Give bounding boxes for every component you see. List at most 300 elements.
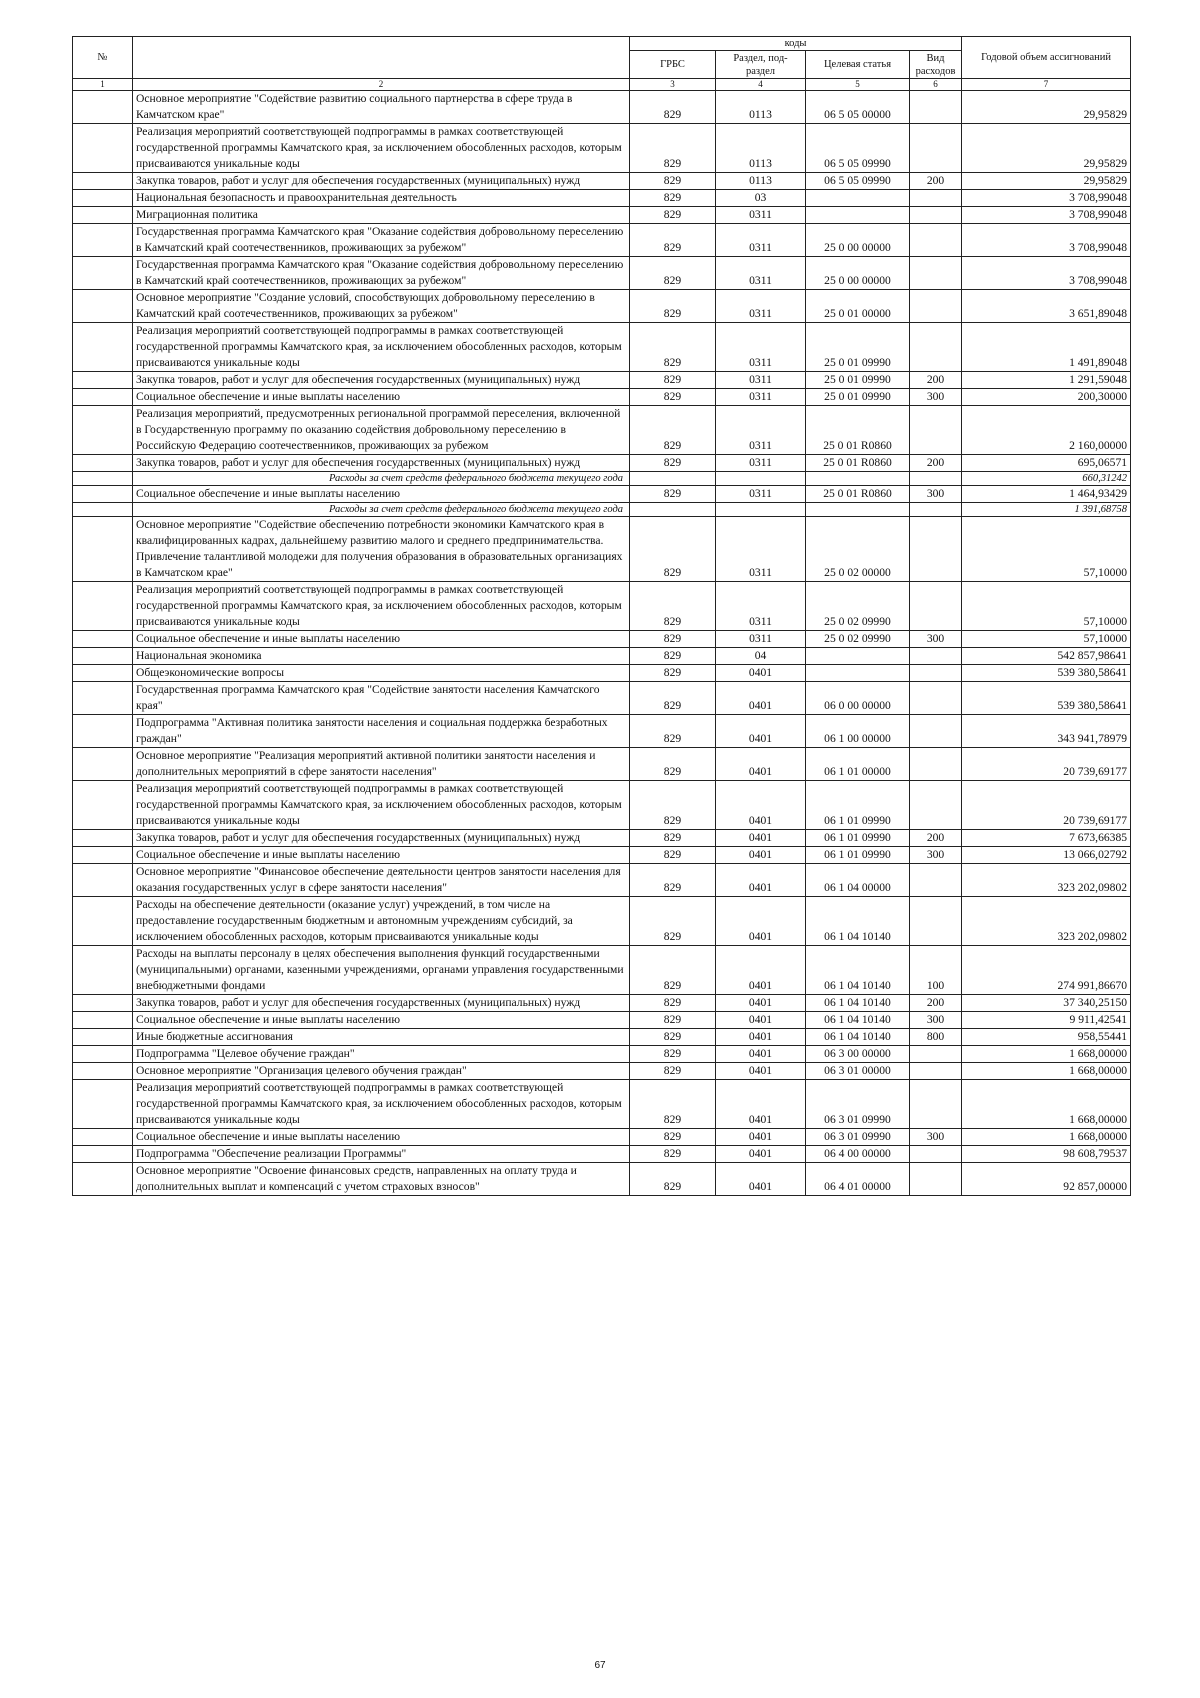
cell-vol: 57,10000 <box>962 631 1131 648</box>
header-grbs: ГРБС <box>630 51 716 79</box>
cell-grbs: 829 <box>630 1029 716 1046</box>
cell-sec: 04 <box>716 648 806 665</box>
cell-vol: 1 291,59048 <box>962 372 1131 389</box>
cell-name: Национальная безопасность и правоохранительная деятельность <box>133 190 630 207</box>
header-codes: коды <box>630 37 962 51</box>
cell-type <box>910 648 962 665</box>
cell-grbs: 829 <box>630 946 716 995</box>
cell-grbs: 829 <box>630 224 716 257</box>
cell-num <box>73 1012 133 1029</box>
cell-vol: 92 857,00000 <box>962 1163 1131 1196</box>
cell-name: Миграционная политика <box>133 207 630 224</box>
cell-num <box>73 173 133 190</box>
cell-grbs: 829 <box>630 847 716 864</box>
federal-subrow <box>73 472 1131 486</box>
header-index-row <box>73 79 1131 91</box>
cell-num <box>73 897 133 946</box>
table-row <box>73 648 1131 665</box>
index-cell: 5 <box>806 79 910 91</box>
cell-grbs: 829 <box>630 406 716 455</box>
cell-name: Государственная программа Камчатского края "Оказание содействия добровольному переселению в Камчатский край соотечественников, проживающих за рубежом" <box>133 257 630 290</box>
cell-tgt: 06 0 00 00000 <box>806 682 910 715</box>
cell-type <box>910 207 962 224</box>
cell-name: Основное мероприятие "Создание условий, способствующих добровольному переселению в Камчатский край соотечественников, проживающих за рубежом" <box>133 290 630 323</box>
cell-type <box>910 406 962 455</box>
cell-num <box>73 91 133 124</box>
cell-sec: 0311 <box>716 389 806 406</box>
table-row <box>73 124 1131 173</box>
cell-sec: 0311 <box>716 323 806 372</box>
cell-sec: 0401 <box>716 781 806 830</box>
cell-num <box>73 715 133 748</box>
cell-name: Подпрограмма "Обеспечение реализации Программы" <box>133 1146 630 1163</box>
cell-name: Основное мероприятие "Содействие развитию социального партнерства в сфере труда в Камчатском крае" <box>133 91 630 124</box>
cell-tgt: 25 0 01 09990 <box>806 323 910 372</box>
cell-type <box>910 472 962 486</box>
cell-type <box>910 781 962 830</box>
cell-num <box>73 631 133 648</box>
cell-grbs: 829 <box>630 864 716 897</box>
cell-sec: 0311 <box>716 207 806 224</box>
cell-name: Социальное обеспечение и иные выплаты населению <box>133 1012 630 1029</box>
cell-vol: 3 651,89048 <box>962 290 1131 323</box>
cell-num <box>73 748 133 781</box>
cell-vol: 1 464,93429 <box>962 486 1131 503</box>
cell-tgt: 06 1 00 00000 <box>806 715 910 748</box>
header-name <box>133 37 630 79</box>
table-body <box>73 91 1131 1196</box>
cell-name: Реализация мероприятий соответствующей подпрограммы в рамках соответствующей государственной программы Камчатского края, за исключением обособленных расходов, которым присваиваются уникальные коды <box>133 582 630 631</box>
header-section: Раздел, под- раздел <box>716 51 806 79</box>
cell-sec: 0401 <box>716 830 806 847</box>
index-cell: 3 <box>630 79 716 91</box>
cell-sec: 0311 <box>716 406 806 455</box>
cell-type <box>910 290 962 323</box>
cell-tgt: 06 5 05 00000 <box>806 91 910 124</box>
cell-tgt: 06 4 00 00000 <box>806 1146 910 1163</box>
cell-num <box>73 995 133 1012</box>
cell-type <box>910 91 962 124</box>
cell-sec: 0311 <box>716 290 806 323</box>
cell-sec: 0311 <box>716 372 806 389</box>
cell-name: Расходы за счет средств федерального бюджета текущего года <box>133 503 630 517</box>
cell-vol: 958,55441 <box>962 1029 1131 1046</box>
cell-vol: 1 668,00000 <box>962 1046 1131 1063</box>
table-row <box>73 847 1131 864</box>
cell-grbs: 829 <box>630 631 716 648</box>
cell-sec: 0401 <box>716 1046 806 1063</box>
cell-vol: 29,95829 <box>962 124 1131 173</box>
cell-name: Закупка товаров, работ и услуг для обеспечения государственных (муниципальных) нужд <box>133 455 630 472</box>
cell-sec <box>716 503 806 517</box>
cell-type: 300 <box>910 1129 962 1146</box>
cell-num <box>73 503 133 517</box>
cell-num <box>73 323 133 372</box>
cell-grbs: 829 <box>630 455 716 472</box>
cell-name: Подпрограмма "Целевое обучение граждан" <box>133 1046 630 1063</box>
cell-grbs: 829 <box>630 486 716 503</box>
cell-name: Расходы на обеспечение деятельности (оказание услуг) учреждений, в том числе на предоставление государственным бюджетным и автономным учреждениям субсидий, за исключением обособленных расходов, которым присваиваются уникальные коды <box>133 897 630 946</box>
table-row <box>73 290 1131 323</box>
cell-type <box>910 682 962 715</box>
cell-vol: 57,10000 <box>962 582 1131 631</box>
cell-vol: 3 708,99048 <box>962 257 1131 290</box>
table-row <box>73 781 1131 830</box>
cell-grbs: 829 <box>630 995 716 1012</box>
cell-grbs: 829 <box>630 830 716 847</box>
cell-sec: 0401 <box>716 748 806 781</box>
cell-name: Расходы на выплаты персоналу в целях обеспечения выполнения функций государственными (муниципальными) органами, казенными учреждениями, органами управления государственными внебюджетными фондами <box>133 946 630 995</box>
cell-tgt <box>806 190 910 207</box>
cell-name: Закупка товаров, работ и услуг для обеспечения государственных (муниципальных) нужд <box>133 995 630 1012</box>
cell-sec: 0401 <box>716 682 806 715</box>
cell-tgt: 06 1 04 10140 <box>806 897 910 946</box>
cell-num <box>73 864 133 897</box>
cell-type <box>910 1063 962 1080</box>
cell-sec: 0401 <box>716 1012 806 1029</box>
cell-vol: 2 160,00000 <box>962 406 1131 455</box>
cell-vol: 3 708,99048 <box>962 224 1131 257</box>
cell-sec: 0401 <box>716 1080 806 1129</box>
cell-tgt: 06 3 01 09990 <box>806 1080 910 1129</box>
cell-type: 200 <box>910 995 962 1012</box>
cell-sec: 0401 <box>716 995 806 1012</box>
cell-tgt: 25 0 02 09990 <box>806 582 910 631</box>
cell-tgt: 25 0 01 R0860 <box>806 455 910 472</box>
cell-grbs: 829 <box>630 323 716 372</box>
cell-num <box>73 372 133 389</box>
cell-sec: 0401 <box>716 897 806 946</box>
cell-name: Государственная программа Камчатского края "Оказание содействия добровольному переселению в Камчатский край соотечественников, проживающих за рубежом" <box>133 224 630 257</box>
cell-sec: 0113 <box>716 91 806 124</box>
cell-name: Государственная программа Камчатского края "Содействие занятости населения Камчатского края" <box>133 682 630 715</box>
cell-tgt: 06 1 04 10140 <box>806 1029 910 1046</box>
cell-name: Закупка товаров, работ и услуг для обеспечения государственных (муниципальных) нужд <box>133 372 630 389</box>
table-row <box>73 682 1131 715</box>
table-row <box>73 1046 1131 1063</box>
cell-name: Реализация мероприятий соответствующей подпрограммы в рамках соответствующей государственной программы Камчатского края, за исключением обособленных расходов, которым присваиваются уникальные коды <box>133 781 630 830</box>
cell-sec: 0401 <box>716 1129 806 1146</box>
cell-type <box>910 1163 962 1196</box>
cell-grbs: 829 <box>630 190 716 207</box>
cell-grbs: 829 <box>630 1163 716 1196</box>
cell-sec: 0401 <box>716 1146 806 1163</box>
cell-grbs: 829 <box>630 1046 716 1063</box>
cell-tgt <box>806 665 910 682</box>
table-row <box>73 1029 1131 1046</box>
index-cell: 4 <box>716 79 806 91</box>
table-row <box>73 173 1131 190</box>
cell-vol: 1 391,68758 <box>962 503 1131 517</box>
cell-name: Расходы за счет средств федерального бюджета текущего года <box>133 472 630 486</box>
cell-name: Основное мероприятие "Содействие обеспечению потребности экономики Камчатского края в квалифицированных кадрах, дальнейшему развитию малого и среднего предпринимательства. Привлечение талантливой молодежи для получения образования в образовательных организациях в Камчатском крае" <box>133 517 630 582</box>
cell-vol: 1 668,00000 <box>962 1129 1131 1146</box>
cell-vol: 7 673,66385 <box>962 830 1131 847</box>
cell-tgt: 06 1 04 00000 <box>806 864 910 897</box>
cell-vol: 1 668,00000 <box>962 1063 1131 1080</box>
cell-tgt <box>806 472 910 486</box>
cell-type: 200 <box>910 372 962 389</box>
cell-grbs: 829 <box>630 173 716 190</box>
cell-tgt: 06 4 01 00000 <box>806 1163 910 1196</box>
cell-num <box>73 1146 133 1163</box>
cell-grbs: 829 <box>630 648 716 665</box>
cell-name: Национальная экономика <box>133 648 630 665</box>
cell-vol: 695,06571 <box>962 455 1131 472</box>
cell-name: Социальное обеспечение и иные выплаты населению <box>133 486 630 503</box>
cell-sec: 0401 <box>716 847 806 864</box>
cell-grbs: 829 <box>630 1129 716 1146</box>
table-row <box>73 1063 1131 1080</box>
cell-name: Реализация мероприятий соответствующей подпрограммы в рамках соответствующей государственной программы Камчатского края, за исключением обособленных расходов, которым присваиваются уникальные коды <box>133 323 630 372</box>
cell-tgt: 25 0 01 09990 <box>806 372 910 389</box>
cell-type <box>910 748 962 781</box>
cell-name: Реализация мероприятий соответствующей подпрограммы в рамках соответствующей государственной программы Камчатского края, за исключением обособленных расходов, которым присваиваются уникальные коды <box>133 1080 630 1129</box>
cell-type <box>910 1046 962 1063</box>
cell-type: 200 <box>910 830 962 847</box>
cell-type: 300 <box>910 389 962 406</box>
cell-grbs: 829 <box>630 715 716 748</box>
cell-sec: 03 <box>716 190 806 207</box>
cell-tgt: 25 0 01 00000 <box>806 290 910 323</box>
table-row <box>73 486 1131 503</box>
cell-tgt: 06 1 01 00000 <box>806 748 910 781</box>
cell-num <box>73 455 133 472</box>
cell-grbs: 829 <box>630 897 716 946</box>
cell-name: Социальное обеспечение и иные выплаты населению <box>133 847 630 864</box>
cell-sec: 0401 <box>716 946 806 995</box>
cell-vol: 57,10000 <box>962 517 1131 582</box>
cell-type <box>910 190 962 207</box>
cell-vol: 9 911,42541 <box>962 1012 1131 1029</box>
cell-tgt <box>806 503 910 517</box>
index-cell: 2 <box>133 79 630 91</box>
cell-tgt: 06 1 04 10140 <box>806 1012 910 1029</box>
cell-num <box>73 124 133 173</box>
cell-num <box>73 1046 133 1063</box>
cell-grbs: 829 <box>630 682 716 715</box>
table-row <box>73 455 1131 472</box>
cell-vol: 37 340,25150 <box>962 995 1131 1012</box>
cell-num <box>73 486 133 503</box>
cell-sec: 0401 <box>716 1063 806 1080</box>
header-volume: Годовой объем ассигнований <box>962 37 1131 79</box>
cell-vol: 200,30000 <box>962 389 1131 406</box>
cell-num <box>73 290 133 323</box>
table-row <box>73 582 1131 631</box>
cell-num <box>73 781 133 830</box>
table-row <box>73 372 1131 389</box>
cell-num <box>73 190 133 207</box>
cell-tgt: 25 0 00 00000 <box>806 224 910 257</box>
cell-sec: 0113 <box>716 124 806 173</box>
cell-vol: 1 491,89048 <box>962 323 1131 372</box>
cell-vol: 3 708,99048 <box>962 190 1131 207</box>
cell-num <box>73 582 133 631</box>
cell-grbs: 829 <box>630 1012 716 1029</box>
cell-sec: 0311 <box>716 582 806 631</box>
cell-tgt: 06 1 01 09990 <box>806 781 910 830</box>
cell-vol: 539 380,58641 <box>962 665 1131 682</box>
cell-tgt: 06 1 01 09990 <box>806 847 910 864</box>
cell-grbs <box>630 503 716 517</box>
cell-tgt: 06 3 01 09990 <box>806 1129 910 1146</box>
cell-vol: 20 739,69177 <box>962 781 1131 830</box>
cell-grbs: 829 <box>630 91 716 124</box>
cell-num <box>73 224 133 257</box>
table-row <box>73 665 1131 682</box>
cell-num <box>73 406 133 455</box>
cell-num <box>73 648 133 665</box>
table-row <box>73 1080 1131 1129</box>
cell-vol: 542 857,98641 <box>962 648 1131 665</box>
cell-num <box>73 847 133 864</box>
cell-grbs: 829 <box>630 1080 716 1129</box>
header-target: Целевая статья <box>806 51 910 79</box>
table-row <box>73 323 1131 372</box>
cell-type: 300 <box>910 486 962 503</box>
cell-vol: 29,95829 <box>962 91 1131 124</box>
cell-vol: 274 991,86670 <box>962 946 1131 995</box>
table-row <box>73 224 1131 257</box>
table-row <box>73 897 1131 946</box>
cell-type <box>910 715 962 748</box>
cell-name: Иные бюджетные ассигнования <box>133 1029 630 1046</box>
table-row <box>73 864 1131 897</box>
table-row <box>73 91 1131 124</box>
cell-vol: 29,95829 <box>962 173 1131 190</box>
cell-tgt: 25 0 01 R0860 <box>806 406 910 455</box>
cell-sec: 0401 <box>716 1029 806 1046</box>
table-row <box>73 1163 1131 1196</box>
cell-vol: 20 739,69177 <box>962 748 1131 781</box>
cell-vol: 323 202,09802 <box>962 897 1131 946</box>
cell-name: Социальное обеспечение и иные выплаты населению <box>133 389 630 406</box>
cell-name: Основное мероприятие "Освоение финансовых средств, направленных на оплату труда и дополнительных выплат и компенсаций с учетом страховых взносов" <box>133 1163 630 1196</box>
cell-grbs: 829 <box>630 389 716 406</box>
cell-type <box>910 864 962 897</box>
cell-sec: 0311 <box>716 455 806 472</box>
cell-vol: 323 202,09802 <box>962 864 1131 897</box>
cell-sec: 0311 <box>716 257 806 290</box>
cell-type <box>910 1146 962 1163</box>
cell-tgt: 25 0 01 R0860 <box>806 486 910 503</box>
table-row <box>73 1012 1131 1029</box>
cell-vol: 3 708,99048 <box>962 207 1131 224</box>
cell-name: Основное мероприятие "Реализация мероприятий активной политики занятости населения и дополнительных мероприятий в сфере занятости населения" <box>133 748 630 781</box>
cell-type: 200 <box>910 173 962 190</box>
cell-grbs: 829 <box>630 372 716 389</box>
table-row <box>73 406 1131 455</box>
table-row <box>73 631 1131 648</box>
cell-name: Реализация мероприятий, предусмотренных региональной программой переселения, включенной в Государственную программу по оказанию содействия добровольному переселению в Российскую Федерацию соотечественников, проживающих за рубежом <box>133 406 630 455</box>
cell-tgt: 25 0 02 09990 <box>806 631 910 648</box>
cell-name: Подпрограмма "Активная политика занятости населения и социальная поддержка безработных граждан" <box>133 715 630 748</box>
cell-grbs: 829 <box>630 781 716 830</box>
cell-sec: 0311 <box>716 517 806 582</box>
cell-type <box>910 665 962 682</box>
header-num: № <box>73 37 133 79</box>
cell-num <box>73 207 133 224</box>
table-row <box>73 715 1131 748</box>
cell-tgt: 06 5 05 09990 <box>806 173 910 190</box>
table-row <box>73 257 1131 290</box>
cell-type: 300 <box>910 847 962 864</box>
cell-num <box>73 830 133 847</box>
cell-num <box>73 1163 133 1196</box>
table-row <box>73 190 1131 207</box>
cell-type: 800 <box>910 1029 962 1046</box>
cell-grbs: 829 <box>630 1063 716 1080</box>
cell-type <box>910 124 962 173</box>
index-cell: 6 <box>910 79 962 91</box>
cell-type <box>910 323 962 372</box>
cell-num <box>73 946 133 995</box>
cell-name: Реализация мероприятий соответствующей подпрограммы в рамках соответствующей государственной программы Камчатского края, за исключением обособленных расходов, которым присваиваются уникальные коды <box>133 124 630 173</box>
table-row <box>73 517 1131 582</box>
cell-grbs: 829 <box>630 517 716 582</box>
cell-grbs: 829 <box>630 1146 716 1163</box>
cell-tgt: 25 0 02 00000 <box>806 517 910 582</box>
cell-num <box>73 517 133 582</box>
table-row <box>73 1129 1131 1146</box>
cell-sec: 0401 <box>716 715 806 748</box>
cell-grbs: 829 <box>630 124 716 173</box>
cell-name: Социальное обеспечение и иные выплаты населению <box>133 631 630 648</box>
cell-sec: 0311 <box>716 486 806 503</box>
cell-num <box>73 1129 133 1146</box>
cell-type <box>910 517 962 582</box>
cell-type: 300 <box>910 1012 962 1029</box>
index-cell: 1 <box>73 79 133 91</box>
cell-vol: 13 066,02792 <box>962 847 1131 864</box>
cell-sec <box>716 472 806 486</box>
cell-vol: 660,31242 <box>962 472 1131 486</box>
cell-sec: 0401 <box>716 665 806 682</box>
budget-sheet <box>72 36 1130 1196</box>
cell-tgt <box>806 648 910 665</box>
cell-num <box>73 682 133 715</box>
budget-table <box>72 36 1131 1196</box>
cell-type: 200 <box>910 455 962 472</box>
cell-grbs <box>630 472 716 486</box>
cell-tgt: 06 3 00 00000 <box>806 1046 910 1063</box>
cell-vol: 1 668,00000 <box>962 1080 1131 1129</box>
table-row <box>73 1146 1131 1163</box>
table-row <box>73 748 1131 781</box>
cell-sec: 0311 <box>716 224 806 257</box>
cell-tgt: 06 5 05 09990 <box>806 124 910 173</box>
cell-type <box>910 897 962 946</box>
table-row <box>73 995 1131 1012</box>
cell-name: Основное мероприятие "Финансовое обеспечение деятельности центров занятости населения для оказания государственных услуг в сфере занятости населения" <box>133 864 630 897</box>
cell-tgt: 25 0 01 09990 <box>806 389 910 406</box>
table-row <box>73 946 1131 995</box>
cell-type: 100 <box>910 946 962 995</box>
cell-num <box>73 1029 133 1046</box>
cell-tgt: 25 0 00 00000 <box>806 257 910 290</box>
cell-num <box>73 1063 133 1080</box>
cell-grbs: 829 <box>630 665 716 682</box>
cell-grbs: 829 <box>630 207 716 224</box>
cell-grbs: 829 <box>630 257 716 290</box>
cell-name: Социальное обеспечение и иные выплаты населению <box>133 1129 630 1146</box>
cell-num <box>73 389 133 406</box>
cell-type: 300 <box>910 631 962 648</box>
cell-name: Основное мероприятие "Организация целевого обучения граждан" <box>133 1063 630 1080</box>
cell-sec: 0401 <box>716 1163 806 1196</box>
cell-num <box>73 472 133 486</box>
